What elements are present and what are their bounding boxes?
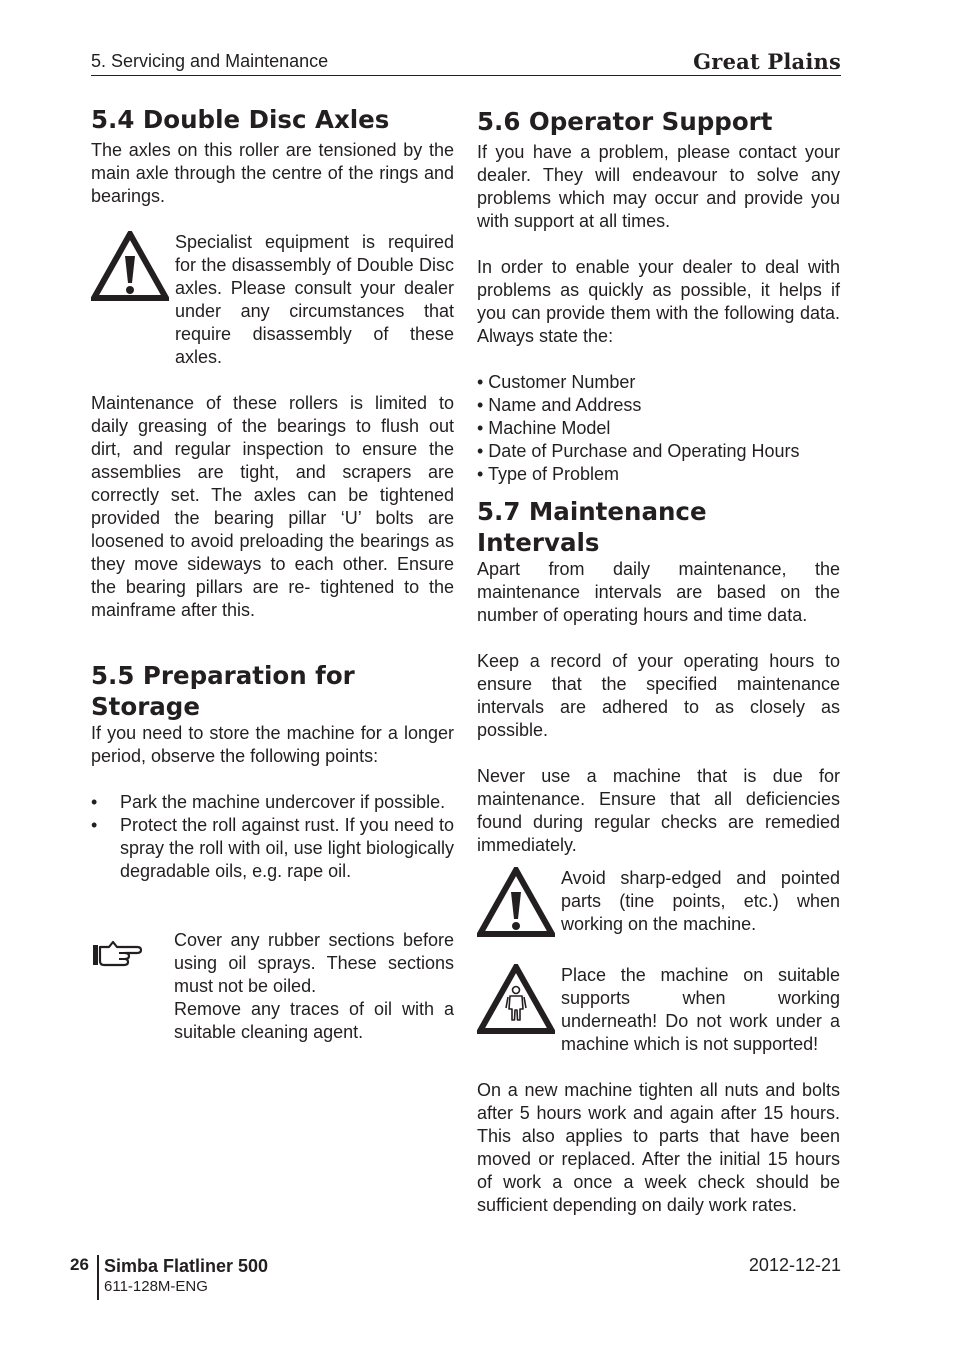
axle-warning-text: Specialist equipment is required for the disassembly of Double Disc axles. Please consult your dealer under any circumstances that require disassembly of these axles. [175,232,454,367]
footer-date: 2012-12-21 [748,1255,841,1275]
list-item: • Customer Number [477,372,636,392]
list-item: • Name and Address [477,395,642,415]
section-5-7-para1: Apart from daily maintenance, the maintenance intervals are based on the number of operating hours and time data. [477,559,840,625]
section-5-4-intro: The axles on this roller are tensioned by the main axle through the centre of the rings and bearings. [91,140,454,206]
footer-doc-code: 611-128M-ENG [104,1278,208,1295]
footer-product-name: Simba Flatliner 500 [104,1256,269,1276]
section-5-6-title: 5.6 Operator Support [477,107,773,136]
oil-note-text-2: Remove any traces of oil with a suitable cleaning agent. [174,999,454,1042]
warning-triangle-icon [91,231,175,306]
pointing-hand-icon [91,929,175,974]
list-item: • Machine Model [477,418,611,438]
section-5-7-para3: Never use a machine that is due for maintenance. Ensure that all deficiencies found during regular checks are remedied immediately. [477,766,840,855]
header-section-title: 5. Servicing and Maintenance [91,51,329,71]
section-5-7-title-line1: 5.7 Maintenance [477,497,707,526]
section-5-5-title-line2: Storage [91,692,200,721]
left-column [91,104,454,1044]
section-5-4-body: Maintenance of these rollers is limited to daily greasing of the bearings to flush out dirt, and regular inspection to ensure the assemblies are tight, and scrapers are correctly set. The axles can be tightened provided the bearing pillar ‘U’ bolts are loosened to avoid preloading the bearings as they move sideways to each other. Ensure the bearing pillars are re- tightened to the mainframe after this. [91,393,454,620]
axle-warning [91,231,454,369]
section-5-4-title: 5.4 Double Disc Axles [91,105,390,134]
section-5-7-title-line2: Intervals [477,528,600,557]
list-item: • Type of Problem [477,464,620,484]
sharp-parts-warning-text: Avoid sharp-edged and pointed parts (tine points, etc.) when working on the machine. [561,868,840,934]
section-5-7-para4: On a new machine tighten all nuts and bolts after 5 hours work and again after 15 hours. This also applies to parts that have been moved or replaced. After the initial 15 hours of work a once a week check should be sufficient depending on daily work rates. [477,1080,840,1215]
section-5-5-title-line1: 5.5 Preparation for [91,661,355,690]
list-item: • Park the machine undercover if possible. [91,791,454,814]
crush-hazard-icon [477,964,561,1039]
support-data-list [477,371,840,486]
storage-points-list [91,791,454,883]
supports-warning [477,964,840,1056]
sharp-parts-warning [477,867,840,942]
footer-divider [97,1255,99,1300]
section-5-5-intro: If you need to store the machine for a longer period, observe the following points: [91,723,454,766]
section-5-6-para2: In order to enable your dealer to deal with problems as quickly as possible, it helps if you can provide them with the following data. Always state the: [477,257,840,346]
section-5-7-para2: Keep a record of your operating hours to ensure that the specified maintenance intervals are adhered to as closely as possible. [477,651,840,740]
right-column [477,106,840,1217]
warning-triangle-icon [477,867,561,942]
supports-warning-text: Place the machine on suitable supports when working underneath! Do not work under a machine which is not supported! [561,965,840,1054]
list-item: • Date of Purchase and Operating Hours [477,441,800,461]
list-item: • Protect the roll against rust. If you need to spray the roll with oil, use light biologically degradable oils, e.g. rape oil. [91,814,454,883]
section-5-6-para1: If you have a problem, please contact your dealer. They will endeavour to solve any problems which may occur and provide you with support at all times. [477,142,840,231]
brand-logo: Great Plains [693,49,841,74]
page-number: 26 [70,1255,89,1274]
header-divider [91,75,841,76]
oil-note-text-1: Cover any rubber sections before using oil sprays. These sections must not be oiled. [174,930,454,996]
oil-note [91,929,454,1044]
